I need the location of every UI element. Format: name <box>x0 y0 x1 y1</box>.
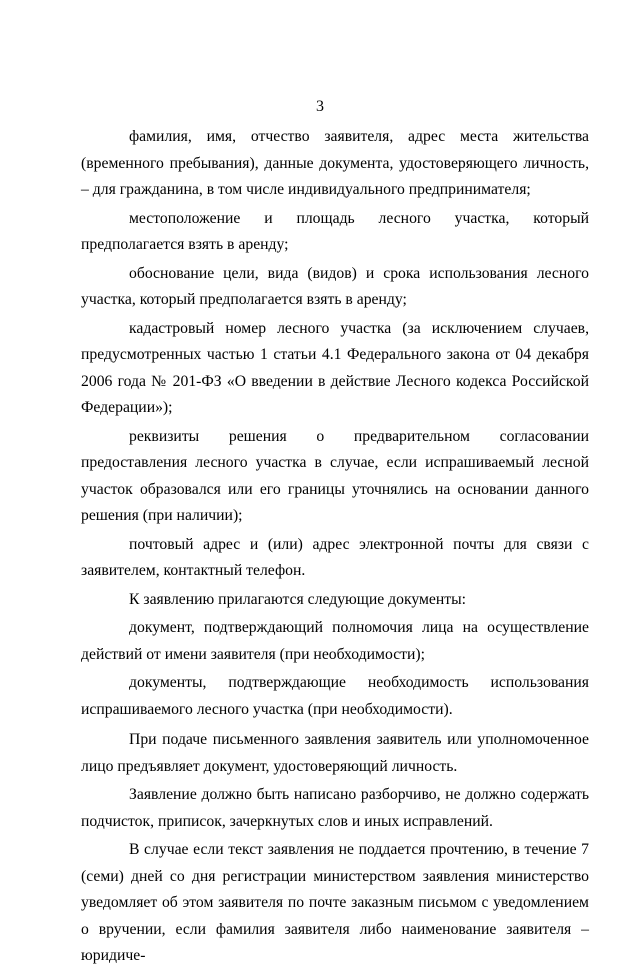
paragraph-legibility: Заявление должно быть написано разборчиво, не должно содержать подчисток, приписок, зачеркнутых слов и иных исправлений. <box>81 786 589 830</box>
paragraph-applicant-name: фамилия, имя, отчество заявителя, адрес места жительства (временного пребывания), данные документа, удостоверяющего личность, – для гражданина, в том числе индивидуального предпринимателя; <box>81 128 589 198</box>
paragraph-decision-details: реквизиты решения о предварительном согласовании предоставления лесного участка в случае, если испрашиваемый лесной участок образовался или его границы уточнялись на основании данного решения (при наличии); <box>81 427 589 524</box>
paragraph-attachments-heading: К заявлению прилагаются следующие документы: <box>129 590 467 608</box>
page-number: 3 <box>316 98 324 115</box>
paragraph-authority-document: документ, подтверждающий полномочия лица на осуществление действий от имени заявителя (при необходимости); <box>81 619 589 663</box>
document-body <box>81 124 589 970</box>
paragraph-purpose: обоснование цели, вида (видов) и срока использования лесного участка, который предполагается взять в аренду; <box>81 264 589 308</box>
paragraph-identity-presentation: При подаче письменного заявления заявитель или уполномоченное лицо предъявляет документ, удостоверяющий личность. <box>81 731 589 775</box>
paragraph-illegible-text: В случае если текст заявления не поддается прочтению, в течение 7 (семи) дней со дня регистрации министерством заявления министерство уведомляет об этом заявителя по почте заказным письмом с уведомлением о вручении, если фамилия заявителя либо наименование заявителя – юридиче- <box>81 841 589 964</box>
paragraph-necessity-documents: документы, подтверждающие необходимость использования испрашиваемого лесного участка (при необходимости). <box>81 674 589 718</box>
paragraph-cadastral-number: кадастровый номер лесного участка (за исключением случаев, предусмотренных частью 1 статьи 4.1 Федерального закона от 04 декабря 2006 года № 201-ФЗ «О введении в действие Лесного кодекса Российской Федерации»); <box>81 319 589 416</box>
paragraph-location-area: местоположение и площадь лесного участка, который предполагается взять в аренду; <box>81 209 589 253</box>
paragraph-contact-address: почтовый адрес и (или) адрес электронной почты для связи с заявителем, контактный телефон. <box>81 535 589 579</box>
